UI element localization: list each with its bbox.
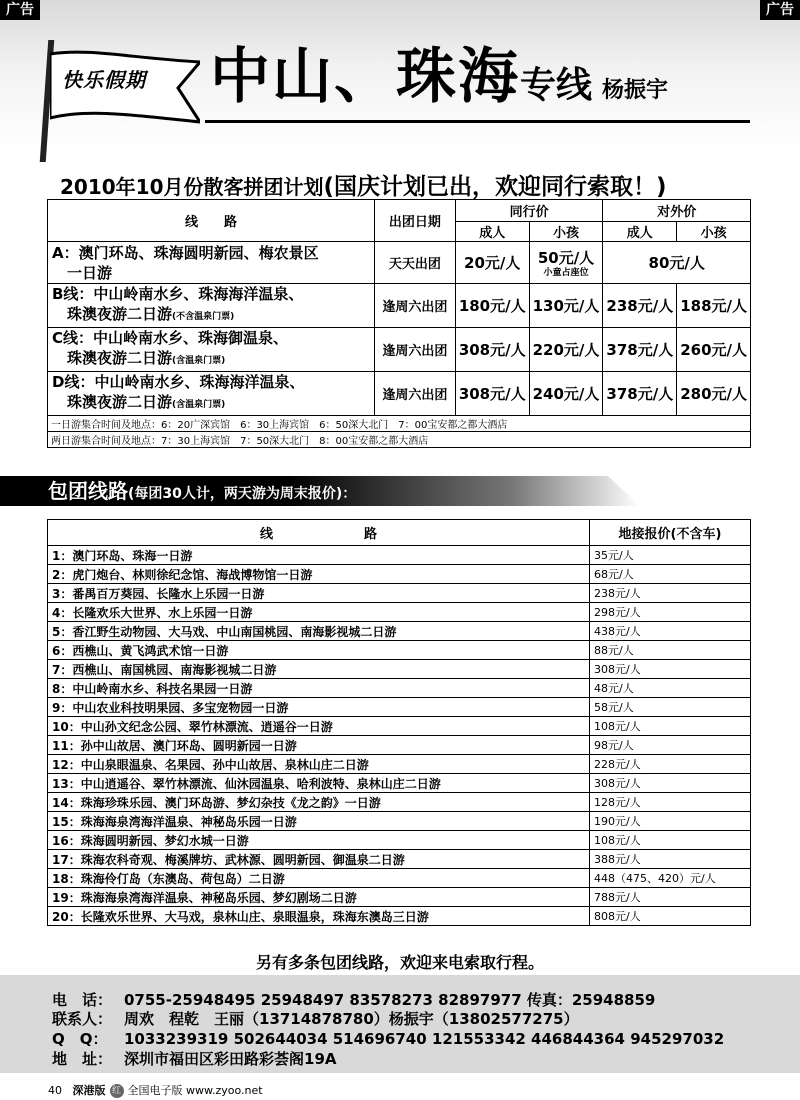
route-cell: 20：长隆欢乐世界、大马戏，泉林山庄、泉眼温泉，珠海东澳岛三日游 bbox=[48, 907, 590, 926]
price-cell: 238元/人 bbox=[590, 584, 751, 603]
table-row bbox=[48, 565, 751, 584]
route-cell: 15：珠海海泉湾海洋温泉、神秘岛乐园一日游 bbox=[48, 812, 590, 831]
peer-adult-cell: 20元/人 bbox=[455, 242, 529, 284]
table-row bbox=[48, 812, 751, 831]
route-cell: C线：中山岭南水乡、珠海御温泉、 珠澳夜游二日游(含温泉门票) bbox=[48, 328, 375, 372]
plan-title-text: 2010年10月份散客拼团计划 bbox=[60, 175, 324, 199]
route-cell: 11：孙中山故居、澳门环岛、圆明新园一日游 bbox=[48, 736, 590, 755]
table-row bbox=[48, 372, 751, 416]
route-cell: 7：西樵山、南国桃园、南海影视城二日游 bbox=[48, 660, 590, 679]
plan-title bbox=[60, 168, 667, 201]
person-value: 周欢 程乾 王丽（13714878780）杨振宇（13802577275） bbox=[124, 1010, 579, 1028]
price-cell: 438元/人 bbox=[590, 622, 751, 641]
contact-panel bbox=[0, 975, 800, 1073]
route-cell: 1：澳门环岛、珠海一日游 bbox=[48, 546, 590, 565]
edition: 深港版 bbox=[72, 1084, 106, 1097]
price-cell: 388元/人 bbox=[590, 850, 751, 869]
table-row bbox=[48, 888, 751, 907]
date-cell: 逢周六出团 bbox=[374, 284, 455, 328]
qq-line bbox=[52, 1028, 724, 1049]
table-row bbox=[48, 660, 751, 679]
route-cell: 8：中山岭南水乡、科技名果园一日游 bbox=[48, 679, 590, 698]
price-cell: 448（475、420）元/人 bbox=[590, 869, 751, 888]
route-cell: 18：珠海伶仃岛（东澳岛、荷包岛）二日游 bbox=[48, 869, 590, 888]
peer-child-cell: 50元/人 小童占座位 bbox=[529, 242, 603, 284]
th-public-child: 小孩 bbox=[677, 222, 751, 242]
price-cell: 308元/人 bbox=[590, 774, 751, 793]
two-day-meeting-info: 两日游集合时间及地点：7：30上海宾馆 7：50深大北门 8：00宝安都之都大酒店 bbox=[48, 432, 751, 448]
table-row bbox=[48, 831, 751, 850]
table-row bbox=[48, 717, 751, 736]
phone-label: 电 话： bbox=[52, 991, 113, 1009]
table-row bbox=[48, 546, 751, 565]
price-cell: 88元/人 bbox=[590, 641, 751, 660]
price-cell: 190元/人 bbox=[590, 812, 751, 831]
route-cell: 5：香江野生动物园、大马戏、中山南国桃园、南海影视城二日游 bbox=[48, 622, 590, 641]
page-title bbox=[210, 42, 668, 126]
route-cell: 2：虎门炮台、林则徐纪念馆、海战博物馆一日游 bbox=[48, 565, 590, 584]
table-row bbox=[48, 736, 751, 755]
table-row bbox=[48, 850, 751, 869]
table-row bbox=[48, 622, 751, 641]
table-row bbox=[48, 679, 751, 698]
public-child-cell: 260元/人 bbox=[677, 328, 751, 372]
peer-child-cell: 240元/人 bbox=[529, 372, 603, 416]
qq-label: Q Q： bbox=[52, 1030, 108, 1048]
table-row bbox=[48, 584, 751, 603]
title-sub: 专线 bbox=[520, 65, 593, 106]
day-trip-meeting-info: 一日游集合时间及地点：6：20广深宾馆 6：30上海宾馆 6：50深大北门 7：00宝安都之都大酒店 bbox=[48, 416, 751, 432]
route-cell: B线：中山岭南水乡、珠海海洋温泉、 珠澳夜游二日游(不含温泉门票) bbox=[48, 284, 375, 328]
public-price-cell: 80元/人 bbox=[603, 242, 751, 284]
price-cell: 108元/人 bbox=[590, 831, 751, 850]
price-cell: 98元/人 bbox=[590, 736, 751, 755]
route-cell: 16：珠海圆明新园、梦幻水城一日游 bbox=[48, 831, 590, 850]
price-cell: 68元/人 bbox=[590, 565, 751, 584]
public-adult-cell: 378元/人 bbox=[603, 372, 677, 416]
contact-person-line bbox=[52, 1008, 579, 1029]
table-row bbox=[48, 793, 751, 812]
price-cell: 788元/人 bbox=[590, 888, 751, 907]
public-child-cell: 188元/人 bbox=[677, 284, 751, 328]
route-cell: 10：中山孙文纪念公园、翠竹林漂流、逍遥谷一日游 bbox=[48, 717, 590, 736]
title-main: 中山、珠海 bbox=[210, 42, 520, 112]
title-person: 杨振宇 bbox=[602, 78, 669, 103]
price-cell: 108元/人 bbox=[590, 717, 751, 736]
public-adult-cell: 378元/人 bbox=[603, 328, 677, 372]
peer-child-cell: 220元/人 bbox=[529, 328, 603, 372]
badge-icon: 红 bbox=[110, 1084, 124, 1098]
address-line bbox=[52, 1048, 336, 1069]
table-row bbox=[48, 328, 751, 372]
th-public-adult: 成人 bbox=[603, 222, 677, 242]
route-cell: D线：中山岭南水乡、珠海海洋温泉、 珠澳夜游二日游(含温泉门票) bbox=[48, 372, 375, 416]
date-cell: 逢周六出团 bbox=[374, 328, 455, 372]
table-row bbox=[48, 641, 751, 660]
th-public: 对外价 bbox=[603, 200, 751, 222]
price-cell: 228元/人 bbox=[590, 755, 751, 774]
price-cell: 48元/人 bbox=[590, 679, 751, 698]
th-peer-adult: 成人 bbox=[455, 222, 529, 242]
ad-tag-right: 广告 bbox=[760, 0, 800, 20]
ad-tag-left: 广告 bbox=[0, 0, 40, 20]
table-row bbox=[48, 774, 751, 793]
th-route: 线 路 bbox=[48, 520, 590, 546]
peer-child-cell: 130元/人 bbox=[529, 284, 603, 328]
table-row bbox=[48, 242, 751, 284]
route-cell: 6：西樵山、黄飞鸿武术馆一日游 bbox=[48, 641, 590, 660]
price-cell: 58元/人 bbox=[590, 698, 751, 717]
person-label: 联系人： bbox=[52, 1010, 113, 1028]
peer-adult-cell: 180元/人 bbox=[455, 284, 529, 328]
route-cell: A：澳门环岛、珠海圆明新园、梅农景区 一日游 bbox=[48, 242, 375, 284]
th-route: 线 路 bbox=[48, 200, 375, 242]
footer bbox=[48, 1082, 263, 1098]
table-row bbox=[48, 698, 751, 717]
price-cell: 298元/人 bbox=[590, 603, 751, 622]
plan-note: (国庆计划已出，欢迎同行索取！) bbox=[323, 174, 667, 200]
price-cell: 808元/人 bbox=[590, 907, 751, 926]
th-date: 出团日期 bbox=[374, 200, 455, 242]
th-peer: 同行价 bbox=[455, 200, 603, 222]
route-cell: 13：中山逍遥谷、翠竹林漂流、仙沐园温泉、哈利波特、泉林山庄二日游 bbox=[48, 774, 590, 793]
page-number: 40 bbox=[48, 1084, 62, 1097]
th-peer-child: 小孩 bbox=[529, 222, 603, 242]
table-row bbox=[48, 755, 751, 774]
table-row bbox=[48, 284, 751, 328]
peer-adult-cell: 308元/人 bbox=[455, 328, 529, 372]
route-cell: 17：珠海农科奇观、梅溪牌坊、武林源、圆明新园、御温泉二日游 bbox=[48, 850, 590, 869]
route-cell: 14：珠海珍珠乐园、澳门环岛游、梦幻杂技《龙之韵》一日游 bbox=[48, 793, 590, 812]
route-cell: 19：珠海海泉湾海洋温泉、神秘岛乐园、梦幻剧场二日游 bbox=[48, 888, 590, 907]
group-tour-heading bbox=[48, 478, 356, 507]
th-price: 地接报价(不含车) bbox=[590, 520, 751, 546]
peer-adult-cell: 308元/人 bbox=[455, 372, 529, 416]
price-cell: 35元/人 bbox=[590, 546, 751, 565]
table-row bbox=[48, 907, 751, 926]
price-cell: 128元/人 bbox=[590, 793, 751, 812]
address-label: 地 址： bbox=[52, 1050, 113, 1068]
child-seat-note: 小童占座位 bbox=[543, 267, 589, 278]
date-cell: 天天出团 bbox=[374, 242, 455, 284]
phone-value: 0755-25948495 25948497 83578273 82897977 传真：25948859 bbox=[124, 991, 656, 1009]
more-routes-note: 另有多条包团线路，欢迎来电索取行程。 bbox=[255, 953, 544, 972]
scheduled-tours-table bbox=[47, 199, 751, 448]
route-cell: 12：中山泉眼温泉、名果园、孙中山故居、泉林山庄二日游 bbox=[48, 755, 590, 774]
table-row bbox=[48, 869, 751, 888]
group-tours-table bbox=[47, 519, 751, 926]
route-cell: 9：中山农业科技明果园、多宝宠物园一日游 bbox=[48, 698, 590, 717]
table-row bbox=[48, 603, 751, 622]
public-adult-cell: 238元/人 bbox=[603, 284, 677, 328]
date-cell: 逢周六出团 bbox=[374, 372, 455, 416]
group-note: (每团30人计，两天游为周末报价)： bbox=[128, 486, 357, 502]
title-underline bbox=[205, 120, 750, 123]
public-child-cell: 280元/人 bbox=[677, 372, 751, 416]
price-cell: 308元/人 bbox=[590, 660, 751, 679]
flag-text: 快乐假期 bbox=[62, 68, 146, 92]
group-title: 包团线路 bbox=[48, 479, 128, 503]
route-cell: 4：长隆欢乐大世界、水上乐园一日游 bbox=[48, 603, 590, 622]
qq-value: 1033239319 502644034 514696740 121553342 446844364 945297032 bbox=[124, 1030, 725, 1048]
site-link[interactable]: 全国电子版 www.zyoo.net bbox=[127, 1084, 263, 1097]
phone-line bbox=[52, 989, 655, 1010]
address-value: 深圳市福田区彩田路彩荟阁19A bbox=[124, 1050, 337, 1068]
route-cell: 3：番禺百万葵园、长隆水上乐园一日游 bbox=[48, 584, 590, 603]
